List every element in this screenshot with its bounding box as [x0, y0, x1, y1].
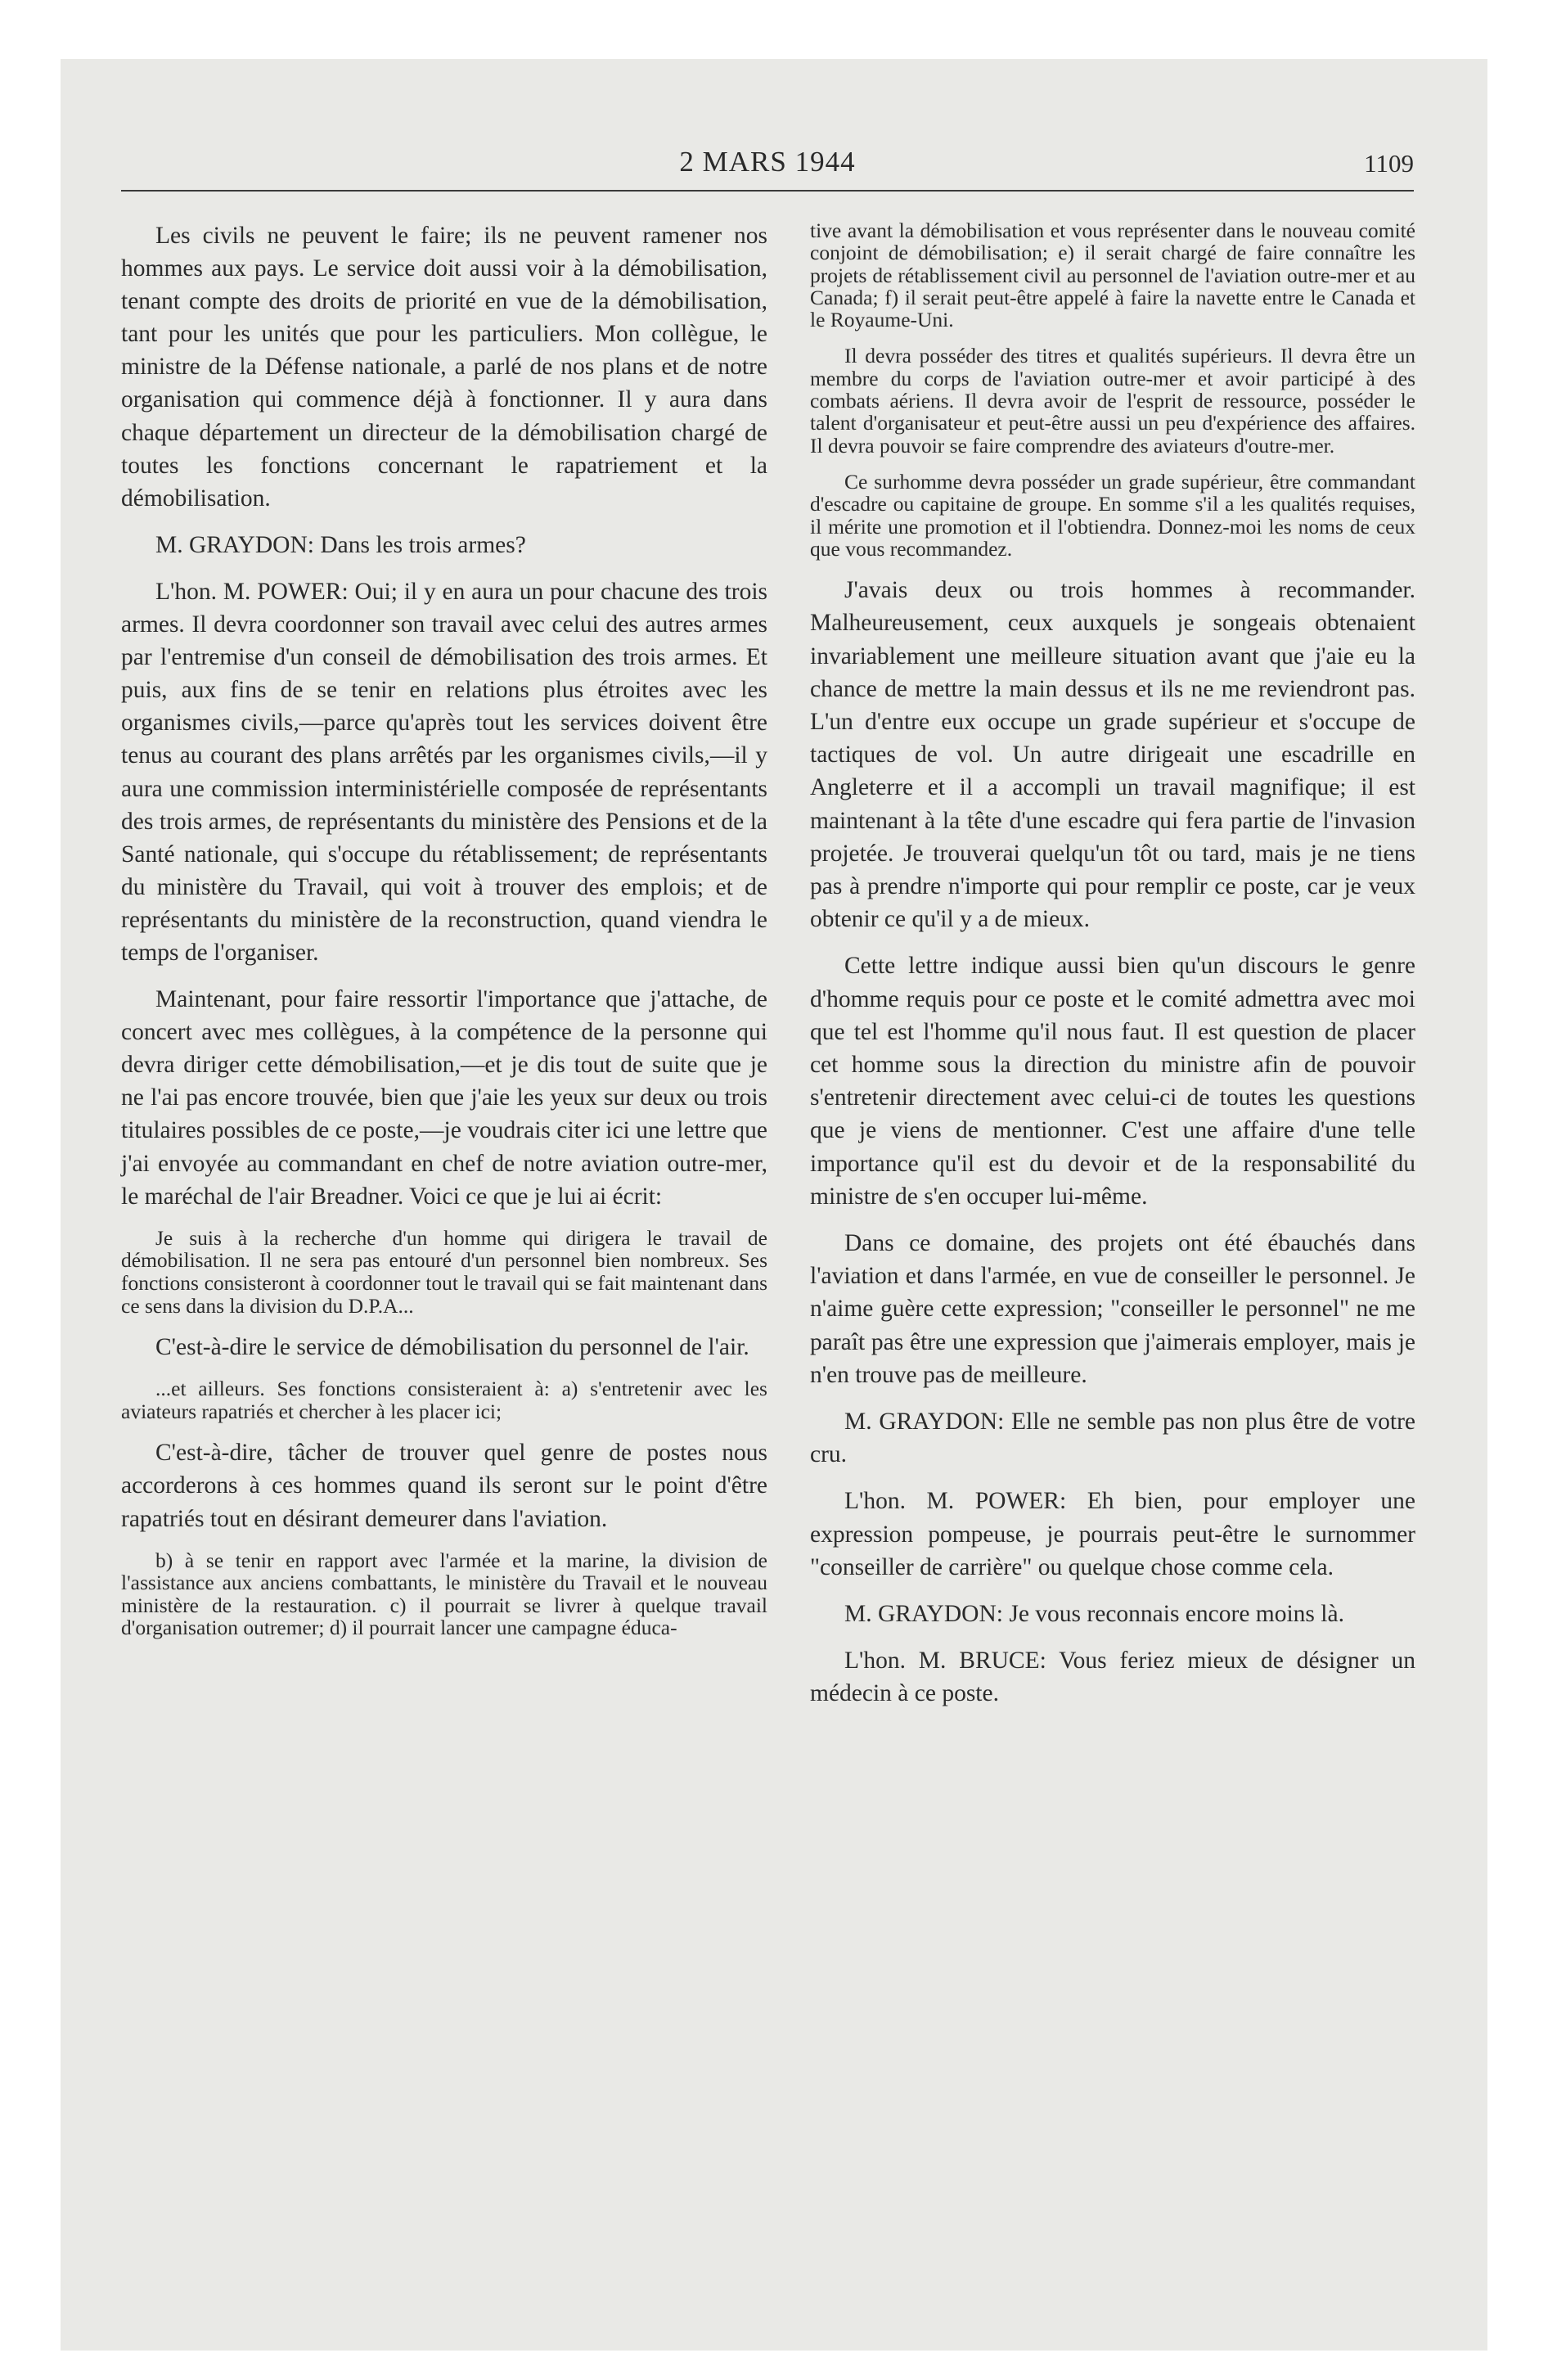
paragraph: M. GRAYDON: Je vous reconnais encore moins là.: [844, 1601, 1344, 1628]
paragraph: J'avais deux ou trois hommes à recommander. Malheureusement, ceux auxquels je songeais obtenaient invariablement une meilleure situation avant que j'aie eu la chance de mettre la main dessus et ils ne me reviendront pas. L'un d'entre eux occupe un grade supérieur et s'occupe de tactiques de vol. Un autre dirigeait une escadrille en Angleterre et il a accompli un travail magnifique; il est maintenant à la tête d'une escadre qui fera partie de l'invasion projetée. Je trouverai quelqu'un tôt ou tard, mais je ne tiens pas à prendre n'importe qui pour remplir ce poste, car je veux obtenir ce qu'il y a de mieux.: [810, 577, 1415, 933]
paragraph: M. GRAYDON: Dans les trois armes?: [155, 531, 526, 558]
paragraph: C'est-à-dire le service de démobilisation du personnel de l'air.: [155, 1334, 749, 1361]
paragraph: L'hon. M. BRUCE: Vous feriez mieux de désigner un médecin à ce poste.: [810, 1648, 1415, 1707]
page-header: [121, 146, 1414, 187]
paragraph: Maintenant, pour faire ressortir l'importance que j'attache, de concert avec mes collègues, à la compétence de la personne qui devra diriger cette démobilisation,—et je dis tout de suite que je ne l'ai pas encore trouvée, bien que j'aie les yeux sur deux ou trois titulaires possibles de ce poste,—je voudrais citer ici une lettre que j'ai envoyée au commandant en chef de notre aviation outre-mer, le maréchal de l'air Breadner. Voici ce que je lui ai écrit:: [121, 986, 767, 1210]
quoted-letter: tive avant la démobilisation et vous représenter dans le nouveau comité conjoint de démobilisation; e) il serait chargé de faire connaître les projets de rétablissement civil au personnel de l'aviation outre-mer et au Canada; f) il serait peut-être appelé à faire la navette entre le Canada et le Royaume-Uni.: [810, 219, 1415, 332]
quoted-letter: b) à se tenir en rapport avec l'armée et la marine, la division de l'assistance aux anciens combattants, le ministère du Travail et le nouveau ministère de la restauration. c) il pourrait se livrer à quelque travail d'organisation outremer; d) il pourrait lancer une campagne éduca-: [121, 1548, 767, 1640]
paragraph: L'hon. M. POWER: Eh bien, pour employer une expression pompeuse, je pourrais peut-être le surnommer "conseiller de carrière" ou quelque chose comme cela.: [810, 1488, 1415, 1580]
paragraph: Les civils ne peuvent le faire; ils ne peuvent ramener nos hommes aux pays. Le service doit aussi voir à la démobilisation, tenant compte des droits de priorité en vue de la démobilisation, tant pour les unités que pour les particuliers. Mon collègue, le ministre de la Défense nationale, a parlé de nos plans et de notre organisation qui commence déjà à fonctionner. Il y aura dans chaque département un directeur de la démobilisation chargé de toutes les fonctions concernant le rapatriement et la démobilisation.: [121, 223, 767, 512]
paragraph: C'est-à-dire, tâcher de trouver quel genre de postes nous accorderons à ces hommes quand ils seront sur le point d'être rapatriés tout en désirant demeurer dans l'aviation.: [121, 1440, 767, 1532]
right-column: [810, 219, 1415, 1724]
paragraph: Dans ce domaine, des projets ont été ébauchés dans l'aviation et dans l'armée, en vue de conseiller le personnel. Je n'aime guère cette expression; "conseiller le personnel" ne me paraît pas être une expression que j'aimerais employer, mais je n'en trouve pas de meilleure.: [810, 1230, 1415, 1388]
quoted-letter: Je suis à la recherche d'un homme qui dirigera le travail de démobilisation. Il ne sera pas entouré d'un personnel bien nombreux. Ses fonctions consisteront à coordonner tout le travail qui se fait maintenant dans ce sens dans la division du D.P.A...: [121, 1225, 767, 1318]
header-rule: [121, 190, 1414, 192]
paragraph: L'hon. M. POWER: Oui; il y en aura un pour chacune des trois armes. Il devra coordonner son travail avec celui des autres armes par l'entremise d'un conseil de démobilisation des trois armes. Et puis, aux fins de se tenir en relations plus étroites avec les organismes civils,—parce qu'après tout les services doivent être tenus au courant des plans arrêtés par les organismes civils,—il y aura une commission interministérielle composée de représentants des trois armes, de représentants du ministère des Pensions et de la Santé nationale, qui s'occupe du rétablissement; de représentants du ministère du Travail, qui voit à trouver des emplois; et de représentants du ministère de la reconstruction, quand viendra le temps de l'organiser.: [121, 578, 767, 966]
page-number: 1109: [1364, 149, 1414, 178]
quoted-letter: ...et ailleurs. Ses fonctions consisteraient à: a) s'entretenir avec les aviateurs rapatriés et chercher à les placer ici;: [121, 1377, 767, 1423]
quoted-letter: Il devra posséder des titres et qualités supérieurs. Il devra être un membre du corps de l'aviation outre-mer et avoir participé à des combats aériens. Il devra avoir de l'esprit de ressource, posséder le talent d'organisateur et peut-être aussi un peu d'expérience des affaires. Il devra pouvoir se faire comprendre des aviateurs d'outre-mer.: [810, 344, 1415, 458]
paragraph: M. GRAYDON: Elle ne semble pas non plus être de votre cru.: [810, 1409, 1415, 1468]
quoted-letter: Ce surhomme devra posséder un grade supérieur, être commandant d'escadre ou capitaine de groupe. En somme s'il a les qualités requises, il mérite une promotion et il l'obtiendra. Donnez-moi les noms de ceux que vous recommandez.: [810, 469, 1415, 561]
paragraph: Cette lettre indique aussi bien qu'un discours le genre d'homme requis pour ce poste et le comité admettra avec moi que tel est l'homme qu'il nous faut. Il est question de placer cet homme sous la direction du ministre afin de pouvoir s'entretenir directement avec celui-ci de toutes les questions que je viens de mentionner. C'est une affaire d'une telle importance qu'il est du devoir et de la responsabilité du ministre de s'en occuper lui-même.: [810, 953, 1415, 1210]
header-date: 2 MARS 1944: [679, 146, 856, 178]
left-column: [121, 219, 767, 1653]
